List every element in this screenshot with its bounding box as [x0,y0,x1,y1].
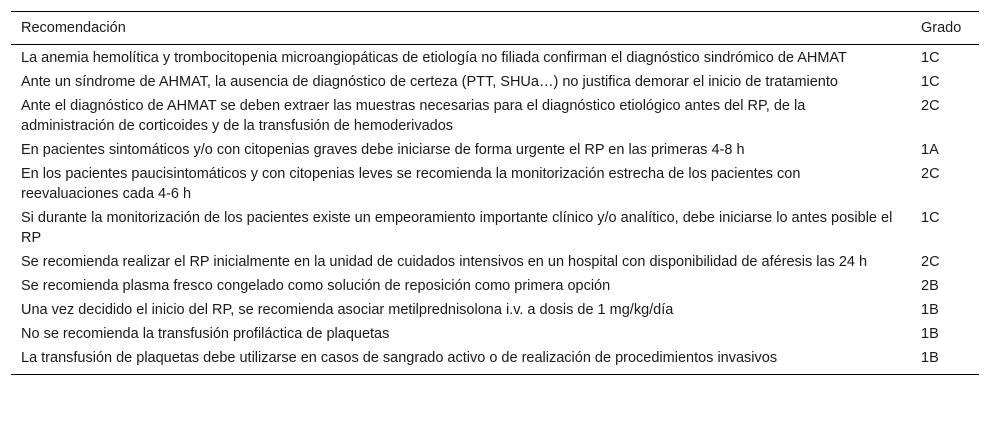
grade-cell: 2C [921,98,940,114]
header-grade: Grado [911,12,979,45]
table-row [11,140,979,164]
table-row [11,164,979,208]
header-recommendation: Recomendación [11,12,911,45]
recommendation-cell: La anemia hemolítica y trombocitopenia microangiopáticas de etiología no filiada confirman el diagnóstico sindrómico de AHMAT [21,50,847,66]
table-row [11,96,979,140]
grade-cell: 1C [921,210,940,226]
recommendation-cell: Se recomienda realizar el RP inicialmente en la unidad de cuidados intensivos en un hospital con disponibilidad de aféresis las 24 h [21,254,868,270]
table-row [11,300,979,324]
grade-cell: 1C [921,50,940,66]
grade-cell: 1C [921,74,940,90]
recommendation-cell: No se recomienda la transfusión profiláctica de plaquetas [21,326,390,342]
recommendation-cell: Ante el diagnóstico de AHMAT se deben extraer las muestras necesarias para el diagnóstico etiológico antes del RP, de la administración de corticoides y de la transfusión de hemoderivados [21,98,806,134]
table-row [11,72,979,96]
recommendations-table [11,11,979,375]
table-row [11,208,979,252]
recommendation-cell: Ante un síndrome de AHMAT, la ausencia de diagnóstico de certeza (PTT, SHUa…) no justifica demorar el inicio de tratamiento [21,74,838,90]
grade-cell: 2B [921,278,939,294]
table-row [11,252,979,276]
recommendations-table-container [11,11,979,375]
recommendation-cell: En pacientes sintomáticos y/o con citopenias graves debe iniciarse de forma urgente el RP en las primeras 4-8 h [21,142,745,158]
grade-cell: 1A [921,142,939,158]
table-header [11,12,979,45]
grade-cell: 1B [921,326,939,342]
grade-cell: 2C [921,254,940,270]
table-row [11,324,979,348]
table-row [11,45,979,73]
grade-cell: 1B [921,302,939,318]
recommendation-cell: En los pacientes paucisintomáticos y con citopenias leves se recomienda la monitorización estrecha de los pacientes con reevaluaciones cada 4-6 h [21,166,801,202]
recommendation-cell: Una vez decidido el inicio del RP, se recomienda asociar metilprednisolona i.v. a dosis de 1 mg/kg/día [21,302,674,318]
grade-cell: 2C [921,166,940,182]
table-row [11,276,979,300]
grade-cell: 1B [911,348,979,375]
table-row [11,348,979,375]
recommendation-cell: La transfusión de plaquetas debe utilizarse en casos de sangrado activo o de realización de procedimientos invasivos [11,348,911,375]
header-row [11,12,979,45]
recommendation-cell: Se recomienda plasma fresco congelado como solución de reposición como primera opción [21,278,611,294]
recommendation-cell: Si durante la monitorización de los pacientes existe un empeoramiento importante clínico y/o analítico, debe iniciarse lo antes posible el RP [21,210,893,246]
table-body [11,45,979,375]
